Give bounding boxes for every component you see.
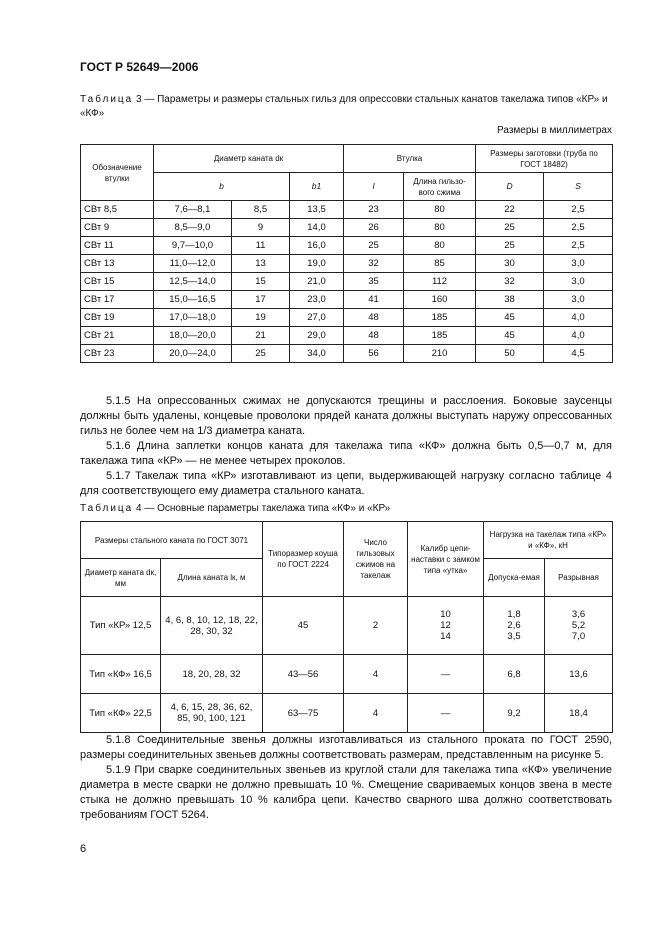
- cell-designation: СВт 23: [81, 345, 154, 363]
- cell-designation: СВт 17: [81, 291, 154, 309]
- cell-length-value: 80: [404, 201, 476, 219]
- cell-S-value: 3,0: [544, 255, 613, 273]
- header-b: b: [154, 173, 290, 201]
- paragraph-5-1-6: 5.1.6 Длина заплетки концов каната для такелажа типа «КФ» должна быть 0,5—0,7 м, для такелажа типа «КР» — не менее четырех проколов.: [80, 440, 612, 467]
- header-load: Нагрузка на такелаж типа «КР» и «КФ», кН: [484, 522, 613, 559]
- cell-diameter-b: 9,7—10,0: [154, 237, 232, 255]
- table-row: [81, 309, 613, 327]
- cell-diameter-b: 18,0—20,0: [154, 327, 232, 345]
- paragraph-5-1-8: 5.1.8 Соединительные звенья должны изготавливаться из стального проката по ГОСТ 2590, размеры соединительных звеньев должны соответствовать размерам, представленным на рисунке 5.: [80, 734, 612, 761]
- cell-l-value: 23: [344, 201, 404, 219]
- header-type-size: Типоразмер коуша по ГОСТ 2224: [263, 522, 344, 597]
- page-number: 6: [80, 843, 87, 855]
- header-breaking: Разрывная: [545, 559, 613, 597]
- cell-diameter-b: 17,0—18,0: [154, 309, 232, 327]
- cell-length-value: 112: [404, 273, 476, 291]
- table-row: [81, 597, 613, 655]
- cell-caliber: [408, 655, 484, 694]
- header-count: Число гильзовых сжимов на такелаж: [344, 522, 408, 597]
- cell-type-size: 63—75: [263, 694, 344, 733]
- header-bushing: Втулка: [344, 145, 476, 173]
- paragraph-5-1-7: 5.1.7 Такелаж типа «КР» изготавливают из цепи, выдерживающей нагрузку согласно таблице 4 для соответствующего ему диаметра стального каната.: [80, 470, 612, 497]
- cell-l-value: 41: [344, 291, 404, 309]
- header-allowed: Допуска-емая: [484, 559, 545, 597]
- cell-D-value: 22: [476, 201, 544, 219]
- cell-breaking-load-line: 7,0: [571, 631, 586, 642]
- cell-designation: СВт 13: [81, 255, 154, 273]
- cell-b1-value: 23,0: [290, 291, 344, 309]
- cell-allowed-load-line: 1,8: [507, 609, 521, 620]
- cell-b1-value: 34,0: [290, 345, 344, 363]
- table4-caption-word: Таблица: [80, 503, 134, 514]
- cell-rope-diameter: Тип «КФ» 22,5: [81, 694, 161, 733]
- cell-S-value: 3,0: [544, 273, 613, 291]
- table-row: [81, 273, 613, 291]
- cell-type-size: 43—56: [263, 655, 344, 694]
- cell-breaking-load: [545, 655, 613, 694]
- cell-b-value: 11: [232, 237, 290, 255]
- table-row: [81, 201, 613, 219]
- header-S: S: [544, 173, 613, 201]
- header-b1: b1: [290, 173, 344, 201]
- cell-S-value: 2,5: [544, 237, 613, 255]
- table3-caption-word: Таблица: [80, 94, 134, 105]
- cell-b-value: 21: [232, 327, 290, 345]
- cell-designation: СВт 11: [81, 237, 154, 255]
- cell-allowed-load-line: 3,5: [507, 631, 521, 642]
- cell-length-value: 80: [404, 219, 476, 237]
- paragraph-5-1-5: 5.1.5 На опрессованных сжимах не допускаются трещины и расслоения. Боковые заусенцы должны быть удалены, концевые проволоки прядей каната должны выступать наружу опрессованных гильз не более чем на 1/3 диаметра каната.: [80, 395, 612, 437]
- cell-b1-value: 19,0: [290, 255, 344, 273]
- cell-D-value: 45: [476, 309, 544, 327]
- cell-D-value: 45: [476, 327, 544, 345]
- cell-l-value: 48: [344, 309, 404, 327]
- cell-caliber-line: —: [440, 707, 451, 719]
- table-row: [81, 655, 613, 694]
- table4-body: [81, 597, 613, 733]
- cell-count: 4: [344, 655, 408, 694]
- table4-caption: [80, 502, 612, 516]
- cell-b-value: 25: [232, 345, 290, 363]
- table-row: [81, 345, 613, 363]
- cell-breaking-load-line: 18,4: [569, 707, 588, 719]
- paragraphs-5-1-5-to-5-1-7: [80, 394, 612, 499]
- cell-length-value: 160: [404, 291, 476, 309]
- cell-caliber-line: 12: [440, 620, 451, 631]
- cell-breaking-load: [545, 694, 613, 733]
- cell-b-value: 17: [232, 291, 290, 309]
- cell-allowed-load-line: 2,6: [507, 620, 521, 631]
- cell-length-value: 80: [404, 237, 476, 255]
- cell-diameter-b: 12,5—14,0: [154, 273, 232, 291]
- paragraph-5-1-9: 5.1.9 При сварке соединительных звеньев из круглой стали для такелажа типа «КФ» увеличение диаметра в месте сварки не должно превышать 10 %. Смещение свариваемых концов звена в месте стыка не должно превышать 10 % калибра цепи. Качество сварного шва должно соответствовать требованиям ГОСТ 5264.: [80, 764, 612, 821]
- cell-designation: СВт 15: [81, 273, 154, 291]
- cell-D-value: 25: [476, 219, 544, 237]
- cell-designation: СВт 21: [81, 327, 154, 345]
- cell-rope-length: 4, 6, 15, 28, 36, 62, 85, 90, 100, 121: [161, 694, 263, 733]
- header-D: D: [476, 173, 544, 201]
- cell-breaking-load-line: 5,2: [571, 620, 586, 631]
- cell-l-value: 48: [344, 327, 404, 345]
- cell-l-value: 35: [344, 273, 404, 291]
- cell-S-value: 3,0: [544, 291, 613, 309]
- cell-count: 4: [344, 694, 408, 733]
- table4-caption-text: 4 — Основные параметры такелажа типа «КФ» и «КР»: [133, 503, 391, 514]
- cell-S-value: 4,0: [544, 309, 613, 327]
- header-length: Длина гильзо-вого сжима: [404, 173, 476, 201]
- cell-S-value: 4,5: [544, 345, 613, 363]
- table3: [80, 144, 613, 363]
- cell-caliber-line: 10: [440, 609, 451, 620]
- cell-b1-value: 16,0: [290, 237, 344, 255]
- cell-b1-value: 14,0: [290, 219, 344, 237]
- cell-diameter-b: 7,6—8,1: [154, 201, 232, 219]
- cell-rope-diameter: Тип «КР» 12,5: [81, 597, 161, 655]
- header-rope-length: Длина каната lк, м: [161, 559, 263, 597]
- cell-l-value: 32: [344, 255, 404, 273]
- cell-caliber-line: 14: [440, 631, 451, 642]
- cell-type-size: 45: [263, 597, 344, 655]
- header-blank: Размеры заготовки (труба по ГОСТ 18482): [476, 145, 613, 173]
- cell-b1-value: 13,5: [290, 201, 344, 219]
- cell-b-value: 8,5: [232, 201, 290, 219]
- table3-caption: [80, 93, 612, 121]
- cell-diameter-b: 15,0—16,5: [154, 291, 232, 309]
- cell-rope-length: 4, 6, 8, 10, 12, 18, 22, 28, 30, 32: [161, 597, 263, 655]
- cell-length-value: 210: [404, 345, 476, 363]
- cell-S-value: 4,0: [544, 327, 613, 345]
- cell-rope-length: 18, 20, 28, 32: [161, 655, 263, 694]
- cell-designation: СВт 8,5: [81, 201, 154, 219]
- cell-breaking-load-line: 3,6: [571, 609, 586, 620]
- cell-D-value: 30: [476, 255, 544, 273]
- cell-S-value: 2,5: [544, 219, 613, 237]
- table-row: [81, 694, 613, 733]
- cell-b-value: 19: [232, 309, 290, 327]
- cell-D-value: 32: [476, 273, 544, 291]
- table-row: [81, 291, 613, 309]
- paragraphs-5-1-8-to-5-1-9: [80, 733, 612, 823]
- cell-D-value: 38: [476, 291, 544, 309]
- cell-designation: СВт 19: [81, 309, 154, 327]
- cell-caliber-line: —: [440, 668, 451, 680]
- cell-b1-value: 27,0: [290, 309, 344, 327]
- cell-length-value: 185: [404, 327, 476, 345]
- cell-count: 2: [344, 597, 408, 655]
- table4: [80, 521, 613, 733]
- cell-b-value: 13: [232, 255, 290, 273]
- table-row: [81, 327, 613, 345]
- table-row: [81, 237, 613, 255]
- cell-l-value: 56: [344, 345, 404, 363]
- table3-caption-text: 3 — Параметры и размеры стальных гильз для опрессовки стальных канатов такелажа типов «КР» и «КФ»: [80, 94, 608, 119]
- cell-allowed-load-line: 9,2: [507, 707, 521, 719]
- table-row: [81, 219, 613, 237]
- document-title: ГОСТ Р 52649—2006: [80, 60, 199, 74]
- cell-b1-value: 21,0: [290, 273, 344, 291]
- cell-l-value: 25: [344, 237, 404, 255]
- cell-breaking-load: [545, 597, 613, 655]
- cell-S-value: 2,5: [544, 201, 613, 219]
- header-l: l: [344, 173, 404, 201]
- cell-allowed-load: [484, 694, 545, 733]
- cell-caliber: [408, 597, 484, 655]
- cell-allowed-load: [484, 597, 545, 655]
- header-caliber: Калибр цепи-наставки с замком типа «утка»: [408, 522, 484, 597]
- cell-b1-value: 29,0: [290, 327, 344, 345]
- cell-length-value: 85: [404, 255, 476, 273]
- cell-designation: СВт 9: [81, 219, 154, 237]
- header-diameter: Диаметр каната dк: [154, 145, 344, 173]
- cell-diameter-b: 8,5—9,0: [154, 219, 232, 237]
- cell-b-value: 9: [232, 219, 290, 237]
- cell-D-value: 25: [476, 237, 544, 255]
- cell-diameter-b: 11,0—12,0: [154, 255, 232, 273]
- cell-diameter-b: 20,0—24,0: [154, 345, 232, 363]
- table3-units: Размеры в миллиметрах: [497, 125, 612, 136]
- cell-b-value: 15: [232, 273, 290, 291]
- cell-caliber: [408, 694, 484, 733]
- table3-body: [81, 201, 613, 363]
- header-rope: Размеры стального каната по ГОСТ 3071: [81, 522, 263, 559]
- cell-l-value: 26: [344, 219, 404, 237]
- cell-allowed-load: [484, 655, 545, 694]
- table-row: [81, 255, 613, 273]
- cell-rope-diameter: Тип «КФ» 16,5: [81, 655, 161, 694]
- header-rope-diameter: Диаметр каната dк, мм: [81, 559, 161, 597]
- cell-D-value: 50: [476, 345, 544, 363]
- header-designation: Обозначение втулки: [81, 145, 154, 201]
- cell-length-value: 185: [404, 309, 476, 327]
- cell-breaking-load-line: 13,6: [569, 668, 588, 680]
- cell-allowed-load-line: 6,8: [507, 668, 521, 680]
